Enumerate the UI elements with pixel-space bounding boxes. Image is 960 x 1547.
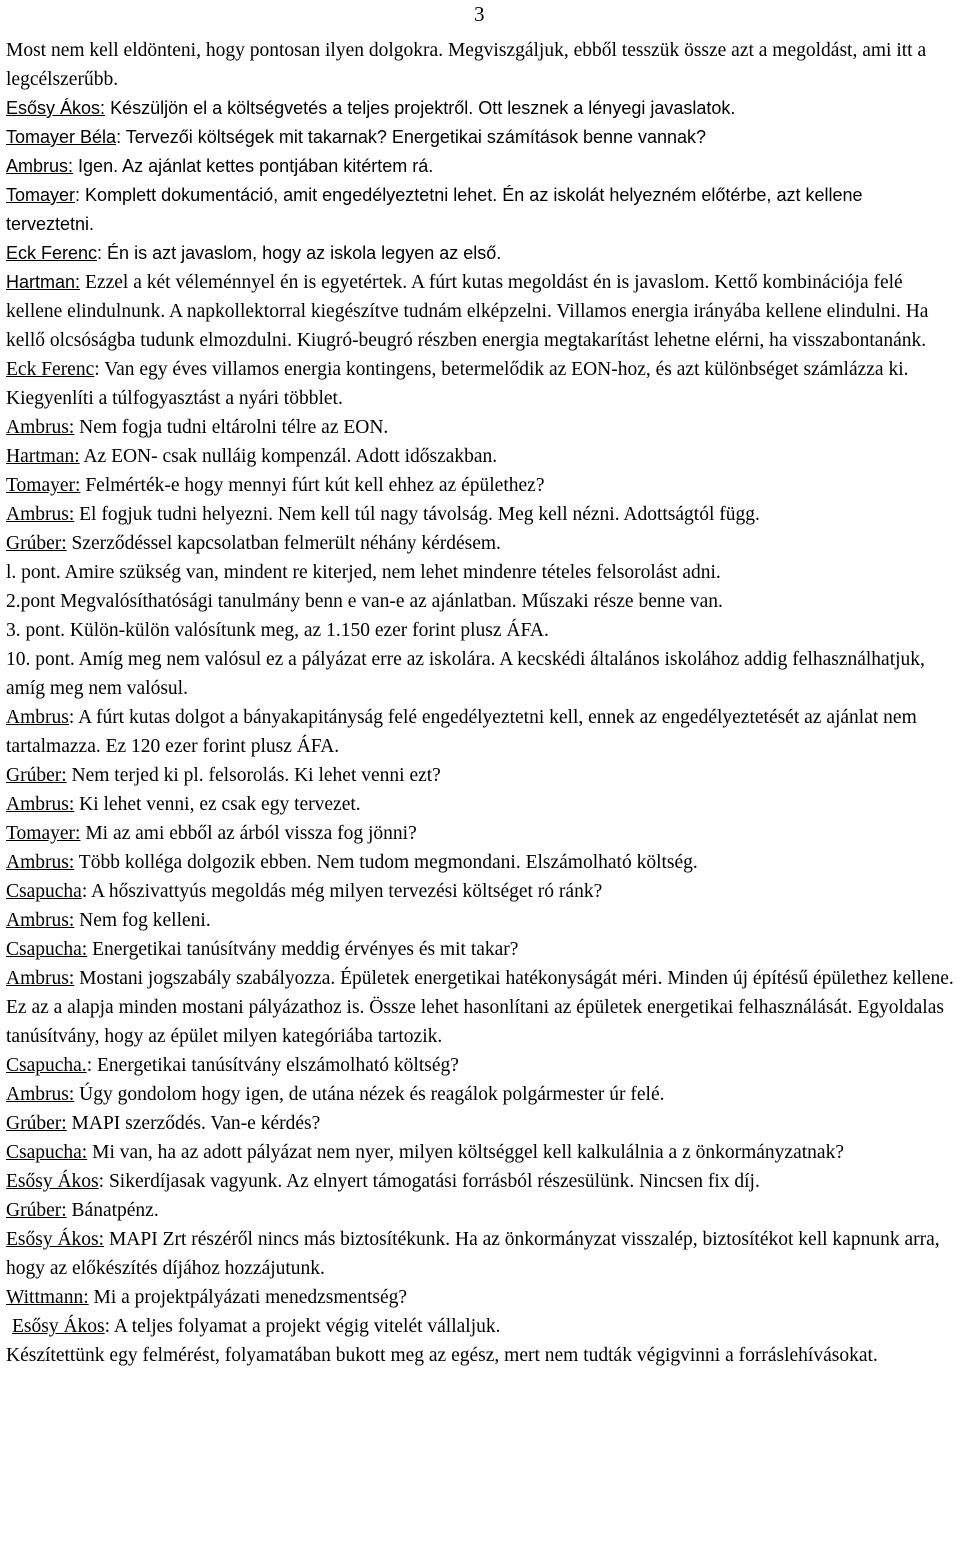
speaker-name: Ambrus: bbox=[6, 794, 75, 815]
paragraph-text: Úgy gondolom hogy igen, de utána nézek és reagálok polgármester úr felé. bbox=[79, 1084, 665, 1105]
minutes-paragraph bbox=[6, 1109, 954, 1138]
paragraph-text: Felmérték-e hogy mennyi fúrt kút kell ehhez az épülethez? bbox=[85, 475, 545, 496]
minutes-paragraph bbox=[6, 442, 954, 471]
minutes-paragraph bbox=[6, 587, 954, 616]
paragraph-text: Szerződéssel kapcsolatban felmerült néhány kérdésem. bbox=[71, 533, 501, 554]
speaker-name: Ambrus: bbox=[6, 504, 75, 525]
minutes-paragraph bbox=[6, 1225, 954, 1283]
minutes-body bbox=[6, 36, 954, 1370]
minutes-paragraph bbox=[6, 1341, 954, 1370]
paragraph-text: Komplett dokumentáció, amit engedélyeztetni lehet. Én az iskolát helyezném előtérbe, azt kellene terveztetni. bbox=[6, 185, 863, 234]
paragraph-text: MAPI Zrt részéről nincs más biztosítékunk. Ha az önkormányzat visszalép, biztosítékot kell kapnunk arra, hogy az előkészítés díjához hozzájutunk. bbox=[6, 1229, 940, 1279]
speaker-name: Ambrus: bbox=[6, 417, 75, 438]
paragraph-text: Nem terjed ki pl. felsorolás. Ki lehet venni ezt? bbox=[71, 765, 441, 786]
speaker-name: Ambrus: bbox=[6, 968, 75, 989]
minutes-paragraph bbox=[6, 790, 954, 819]
minutes-paragraph bbox=[6, 529, 954, 558]
paragraph-text: Mostani jogszabály szabályozza. Épületek energetikai hatékonyságát méri. Minden új építésű épülethez kellene. Ez az a alapja minden mostani pályázathoz is. Össze lehet hasonlítani az épületek energetikai felhasználását. Egyoldalas tanúsítvány, hogy az épület milyen kategóriába tartozik. bbox=[6, 968, 954, 1047]
speaker-separator: : bbox=[68, 707, 79, 728]
paragraph-text: Van egy éves villamos energia kontingens, betermelődik az EON-hoz, és azt különbséget számlázza ki. Kiegyenlíti a túlfogyasztást a nyári többlet. bbox=[6, 359, 909, 409]
minutes-paragraph bbox=[6, 181, 954, 239]
speaker-name: Eck Ferenc bbox=[6, 243, 98, 263]
paragraph-text: Mi az ami ebből az árból vissza fog jönni? bbox=[85, 823, 417, 844]
minutes-paragraph bbox=[6, 558, 954, 587]
minutes-paragraph bbox=[6, 906, 954, 935]
speaker-separator: : bbox=[94, 359, 105, 380]
minutes-paragraph bbox=[6, 355, 954, 413]
paragraph-text: l. pont. Amire szükség van, mindent re kiterjed, nem lehet mindenre tételes felsorolást adni. bbox=[6, 562, 721, 583]
speaker-name: Grúber: bbox=[6, 1113, 67, 1134]
speaker-name: Csapucha: bbox=[6, 939, 88, 960]
minutes-paragraph bbox=[6, 239, 954, 268]
speaker-name: Grúber: bbox=[6, 1200, 67, 1221]
minutes-paragraph bbox=[6, 1196, 954, 1225]
paragraph-text: Sikerdíjasak vagyunk. Az elnyert támogatási forrásból részesülünk. Nincsen fix díj. bbox=[108, 1171, 760, 1192]
speaker-name: Ambrus: bbox=[6, 1084, 75, 1105]
paragraph-text: Mi van, ha az adott pályázat nem nyer, milyen költséggel kell kalkulálnia a z önkormányzatnak? bbox=[92, 1142, 844, 1163]
paragraph-text: Ezzel a két véleménnyel én is egyetértek. A fúrt kutas megoldást én is javaslom. Kettő kombinációja felé kellene elindulnunk. A napkollektorral kiegészítve tudnám elképzelni. Villamos energia irányába kellene elindulni. Ha kellő olcsóságba tudunk elmozdulni. Kiugró-beugró részben energia megtakarítást lehetne elérni, ha visszabontanánk. bbox=[6, 272, 929, 351]
minutes-paragraph bbox=[6, 1138, 954, 1167]
speaker-name: Esősy Ákos: bbox=[6, 1229, 105, 1250]
minutes-paragraph bbox=[6, 1167, 954, 1196]
speaker-name: Tomayer bbox=[6, 185, 76, 205]
speaker-name: Wittmann: bbox=[6, 1287, 89, 1308]
speaker-name: Eck Ferenc bbox=[6, 359, 95, 380]
paragraph-text: Mi a projektpályázati menedzsmentség? bbox=[93, 1287, 408, 1308]
paragraph-text: Energetikai tanúsítvány elszámolható költség? bbox=[96, 1055, 459, 1076]
speaker-name: Grúber: bbox=[6, 765, 67, 786]
minutes-paragraph bbox=[6, 268, 954, 355]
speaker-name: Esősy Ákos: bbox=[6, 98, 106, 118]
minutes-paragraph bbox=[6, 935, 954, 964]
minutes-paragraph bbox=[6, 877, 954, 906]
speaker-separator: : bbox=[97, 243, 108, 263]
speaker-name: Hartman: bbox=[6, 446, 80, 467]
minutes-paragraph bbox=[6, 152, 954, 181]
paragraph-text: Nem fogja tudni eltárolni télre az EON. bbox=[79, 417, 389, 438]
paragraph-text: Több kolléga dolgozik ebben. Nem tudom megmondani. Elszámolható költség. bbox=[78, 852, 698, 873]
minutes-paragraph bbox=[6, 761, 954, 790]
paragraph-text: Nem fog kelleni. bbox=[79, 910, 211, 931]
paragraph-text: MAPI szerződés. Van-e kérdés? bbox=[71, 1113, 321, 1134]
paragraph-text: A fúrt kutas dolgot a bányakapitányság felé engedélyeztetni kell, ennek az engedélyeztetését az ajánlat nem tartalmazza. Ez 120 ezer forint plusz ÁFA. bbox=[6, 707, 917, 757]
minutes-paragraph bbox=[6, 500, 954, 529]
minutes-paragraph bbox=[6, 123, 954, 152]
minutes-paragraph bbox=[6, 1283, 954, 1312]
minutes-paragraph bbox=[6, 413, 954, 442]
speaker-name: Ambrus: bbox=[6, 156, 74, 176]
speaker-name: Tomayer Béla bbox=[6, 127, 117, 147]
speaker-name: Hartman: bbox=[6, 272, 81, 292]
paragraph-text: Tervezői költségek mit takarnak? Energetikai számítások benne vannak? bbox=[125, 127, 707, 147]
speaker-name: Csapucha. bbox=[6, 1055, 87, 1076]
paragraph-text: A hőszivattyús megoldás még milyen tervezési költséget ró ránk? bbox=[91, 881, 603, 902]
minutes-paragraph bbox=[6, 645, 954, 703]
minutes-paragraph bbox=[6, 471, 954, 500]
speaker-separator: : bbox=[116, 127, 126, 147]
paragraph-text: A teljes folyamat a projekt végig vitelét vállaljuk. bbox=[113, 1316, 501, 1337]
paragraph-text: El fogjuk tudni helyezni. Nem kell túl nagy távolság. Meg kell nézni. Adottságtól függ. bbox=[79, 504, 760, 525]
speaker-separator: : bbox=[81, 881, 92, 902]
minutes-paragraph bbox=[6, 1051, 954, 1080]
minutes-paragraph bbox=[6, 703, 954, 761]
minutes-paragraph bbox=[6, 819, 954, 848]
speaker-name: Grúber: bbox=[6, 533, 67, 554]
minutes-paragraph bbox=[6, 36, 954, 94]
paragraph-text: Ki lehet venni, ez csak egy tervezet. bbox=[79, 794, 361, 815]
speaker-name: Tomayer: bbox=[6, 475, 81, 496]
paragraph-text: 10. pont. Amíg meg nem valósul ez a pályázat erre az iskolára. A kecskédi általános iskolához addig felhasználhatjuk, amíg meg nem valósul. bbox=[6, 649, 925, 699]
paragraph-text: Az EON- csak nulláig kompenzál. Adott időszakban. bbox=[83, 446, 498, 467]
paragraph-text: 2.pont Megvalósíthatósági tanulmány benn e van-e az ajánlatban. Műszaki része benne van. bbox=[6, 591, 723, 612]
paragraph-text: Készítettünk egy felmérést, folyamatában bukott meg az egész, mert nem tudták végigvinni a forráslehívásokat. bbox=[6, 1345, 878, 1366]
speaker-name: Csapucha: bbox=[6, 1142, 88, 1163]
speaker-separator: : bbox=[104, 1316, 114, 1337]
minutes-paragraph bbox=[6, 1312, 954, 1341]
speaker-name: Ambrus: bbox=[6, 910, 75, 931]
page-number: 3 bbox=[474, 2, 485, 26]
speaker-name: Ambrus: bbox=[6, 852, 75, 873]
minutes-paragraph bbox=[6, 1080, 954, 1109]
speaker-name: Csapucha bbox=[6, 881, 82, 902]
minutes-paragraph bbox=[6, 964, 954, 1051]
speaker-name: Esősy Ákos bbox=[6, 1171, 99, 1192]
speaker-separator: : bbox=[98, 1171, 109, 1192]
speaker-separator: : bbox=[75, 185, 86, 205]
minutes-paragraph bbox=[6, 616, 954, 645]
speaker-name: Tomayer: bbox=[6, 823, 81, 844]
paragraph-text: Készüljön el a költségvetés a teljes projektről. Ott lesznek a lényegi javaslatok. bbox=[110, 98, 736, 118]
paragraph-text: Igen. Az ajánlat kettes pontjában kitértem rá. bbox=[78, 156, 434, 176]
minutes-paragraph bbox=[6, 94, 954, 123]
speaker-name: Esősy Ákos bbox=[12, 1316, 105, 1337]
speaker-separator: : bbox=[86, 1055, 97, 1076]
paragraph-text: 3. pont. Külön-külön valósítunk meg, az 1.150 ezer forint plusz ÁFA. bbox=[6, 620, 549, 641]
paragraph-text: Én is azt javaslom, hogy az iskola legyen az első. bbox=[107, 243, 502, 263]
minutes-paragraph bbox=[6, 848, 954, 877]
paragraph-text: Most nem kell eldönteni, hogy pontosan ilyen dolgokra. Megviszgáljuk, ebből tesszük össze azt a megoldást, ami itt a legcélszerűbb. bbox=[6, 40, 927, 90]
speaker-name: Ambrus bbox=[6, 707, 69, 728]
paragraph-text: Bánatpénz. bbox=[71, 1200, 159, 1221]
paragraph-text: Energetikai tanúsítvány meddig érvényes és mit takar? bbox=[92, 939, 519, 960]
